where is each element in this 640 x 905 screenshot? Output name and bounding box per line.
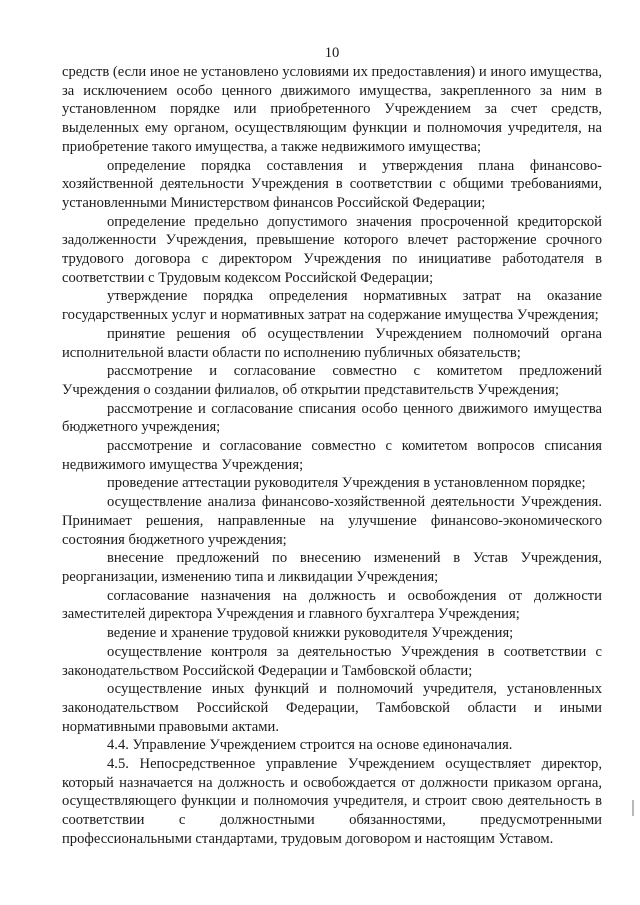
paragraph-section-4-4: 4.4. Управление Учреждением строится на основе единоначалия. <box>107 737 513 754</box>
paragraph-financial-plan: определение порядка составления и утверждения плана финансово-хозяйственной деятельности Учреждения в соответствии с общими требованиями, установленными Министерством финансов Российской Федерации; <box>62 157 602 211</box>
paragraph-public-obligations: принятие решения об осуществлении Учреждением полномочий органа исполнительной власти области по исполнению публичных обязательств; <box>62 325 602 361</box>
paragraph-deputy-appointment: согласование назначения на должность и освобождения от должности заместителей директора Учреждения и главного бухгалтера Учреждения; <box>62 587 602 623</box>
paragraph-charter-changes: внесение предложений по внесению изменений в Устав Учреждения, реорганизации, изменению типа и ликвидации Учреждения; <box>62 550 602 585</box>
page-number: 10 <box>324 45 340 61</box>
scan-edge-mark <box>632 800 634 816</box>
paragraph-other-functions: осуществление иных функций и полномочий учредителя, установленных законодательством Российской Федерации, Тамбовской области и иными нормативными правовыми актами. <box>62 681 602 735</box>
paragraph-employment-record: ведение и хранение трудовой книжки руководителя Учреждения; <box>107 625 514 642</box>
document-page <box>62 44 602 849</box>
paragraph-movable-writeoff: рассмотрение и согласование списания особо ценного движимого имущества бюджетного учреждения; <box>62 400 602 436</box>
paragraph-real-estate-writeoff: рассмотрение и согласование совместно с комитетом вопросов списания недвижимого имущества Учреждения; <box>62 438 602 473</box>
paragraph-continuation-property: средств (если иное не установлено условиями их предоставления) и иного имущества, за исключением особо ценного движимого имущества, закрепленного за ним в установленном порядке или приобретенного Учреждением за счет средств, выделенных ему органом, осуществляющим функции и полномочия учредителя, на приобретение такого имущества, а также недвижимого имущества; <box>62 64 602 155</box>
paragraph-section-4-5: 4.5. Непосредственное управление Учреждением осуществляет директор, который назначается на должность и освобождается от должности приказом органа, осуществляющего функции и полномочия учредителя, и строит свою деятельность в соответствии с должностными обязанностями, предусмотренными профессиональными стандартами, трудовым договором и настоящим Уставом. <box>62 756 602 847</box>
paragraph-financial-analysis: осуществление анализа финансово-хозяйственной деятельности Учреждения. Принимает решения, направленные на улучшение финансово-экономического состояния бюджетного учреждения; <box>62 494 602 548</box>
paragraph-overdue-debt: определение предельно допустимого значения просроченной кредиторской задолженности Учреждения, превышение которого влечет расторжение срочного трудового договора с директором Учреждения по инициативе работодателя в соответствии с Трудовым кодексом Российской Федерации; <box>62 213 602 286</box>
paragraph-normative-costs: утверждение порядка определения нормативных затрат на оказание государственных услуг и нормативных затрат на содержание имущества Учреждения; <box>62 288 602 324</box>
paragraph-attestation: проведение аттестации руководителя Учреждения в установленном порядке; <box>107 475 586 492</box>
paragraph-branches: рассмотрение и согласование совместно с комитетом предложений Учреждения о создании филиалов, об открытии представительств Учреждения; <box>62 363 602 398</box>
paragraph-control: осуществление контроля за деятельностью Учреждения в соответствии с законодательством Российской Федерации и Тамбовской области; <box>62 643 602 679</box>
